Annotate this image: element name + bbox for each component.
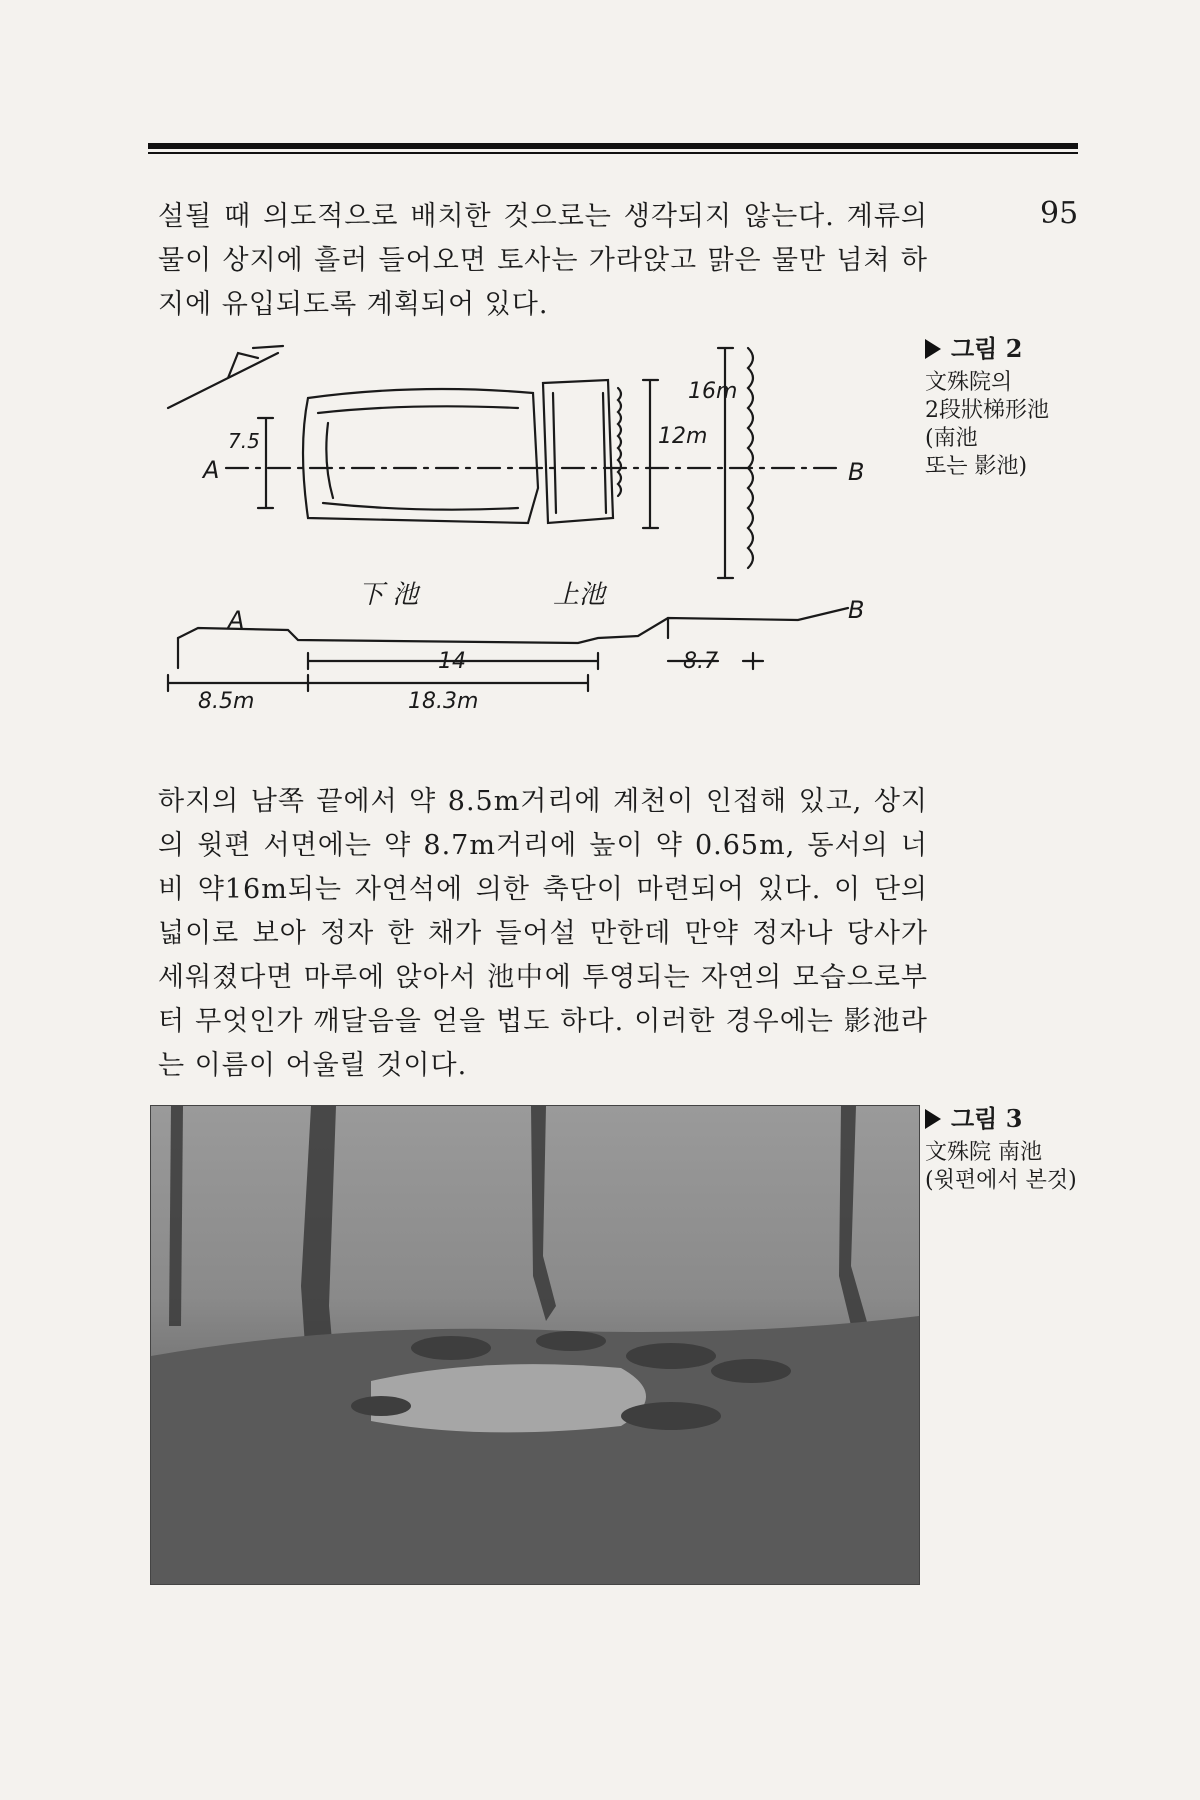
label-a: A xyxy=(203,456,220,484)
figure-2-caption-line: (南池 xyxy=(925,426,978,451)
page-number: 95 xyxy=(1040,196,1079,231)
label-a2: A xyxy=(228,606,245,634)
label-dim-12m: 12m xyxy=(658,424,708,449)
figure-3-caption-line: 文殊院 南池 xyxy=(925,1140,1042,1165)
label-dim-183m: 18.3m xyxy=(408,689,479,714)
figure-3-caption xyxy=(925,1105,1077,1195)
figure-3-label: 그림 3 xyxy=(925,1105,1077,1133)
lower-pond-outline xyxy=(303,389,538,523)
triangle-icon xyxy=(925,1109,941,1129)
label-dim-75: 7.5 xyxy=(228,429,260,453)
figure-2-caption xyxy=(925,335,1049,481)
pond-photo xyxy=(150,1105,920,1585)
paragraph-1: 설될 때 의도적으로 배치한 것으로는 생각되지 않는다. 계류의 물이 상지에 흘러 들어오면 토사는 가라앉고 맑은 물만 넘쳐 하지에 유입되도록 계획되어 있다. xyxy=(158,201,928,320)
paragraph-2: 하지의 남쪽 끝에서 약 8.5m거리에 계천이 인접해 있고, 상지의 윗편 서면에는 약 8.7m거리에 높이 약 0.65m, 동서의 너비 약16m되는 자연석에 의한 축단이 마련되어 있다. 이 단의 넓이로 보아 정자 한 채가 들어설 만한데 만약 정자나 당사가 세워졌다면 마루에 앉아서 池中에 투영되는 자연의 모습으로부터 무엇인가 깨달음을 얻을 법도 하다. 이러한 경우에는 影池라는 이름이 어울릴 것이다. xyxy=(158,786,928,1081)
figure-2-caption-line: 2段狀梯形池 xyxy=(925,398,1049,423)
figure-3-caption-line: (윗편에서 본것) xyxy=(925,1168,1077,1193)
figure-2-label: 그림 2 xyxy=(925,335,1049,363)
pond-sketch xyxy=(158,338,918,748)
label-dim-14: 14 xyxy=(438,649,466,674)
label-lower-pond: 下 池 xyxy=(358,580,419,610)
label-dim-85m: 8.5m xyxy=(198,689,255,714)
label-dim-87: 8.7 xyxy=(683,649,718,674)
label-b: B xyxy=(848,458,865,486)
north-arrow-icon xyxy=(168,346,283,408)
header-rule-thick xyxy=(148,143,1078,149)
label-b2: B xyxy=(848,596,865,624)
label-dim-16m: 16m xyxy=(688,379,738,404)
section-profile xyxy=(178,608,848,643)
figure-2-caption-line: 또는 影池) xyxy=(925,454,1028,479)
figure-2-caption-line: 文殊院의 xyxy=(925,370,1013,395)
triangle-icon xyxy=(925,339,941,359)
label-upper-pond: 上池 xyxy=(553,580,606,610)
header-rule-thin xyxy=(148,152,1078,154)
